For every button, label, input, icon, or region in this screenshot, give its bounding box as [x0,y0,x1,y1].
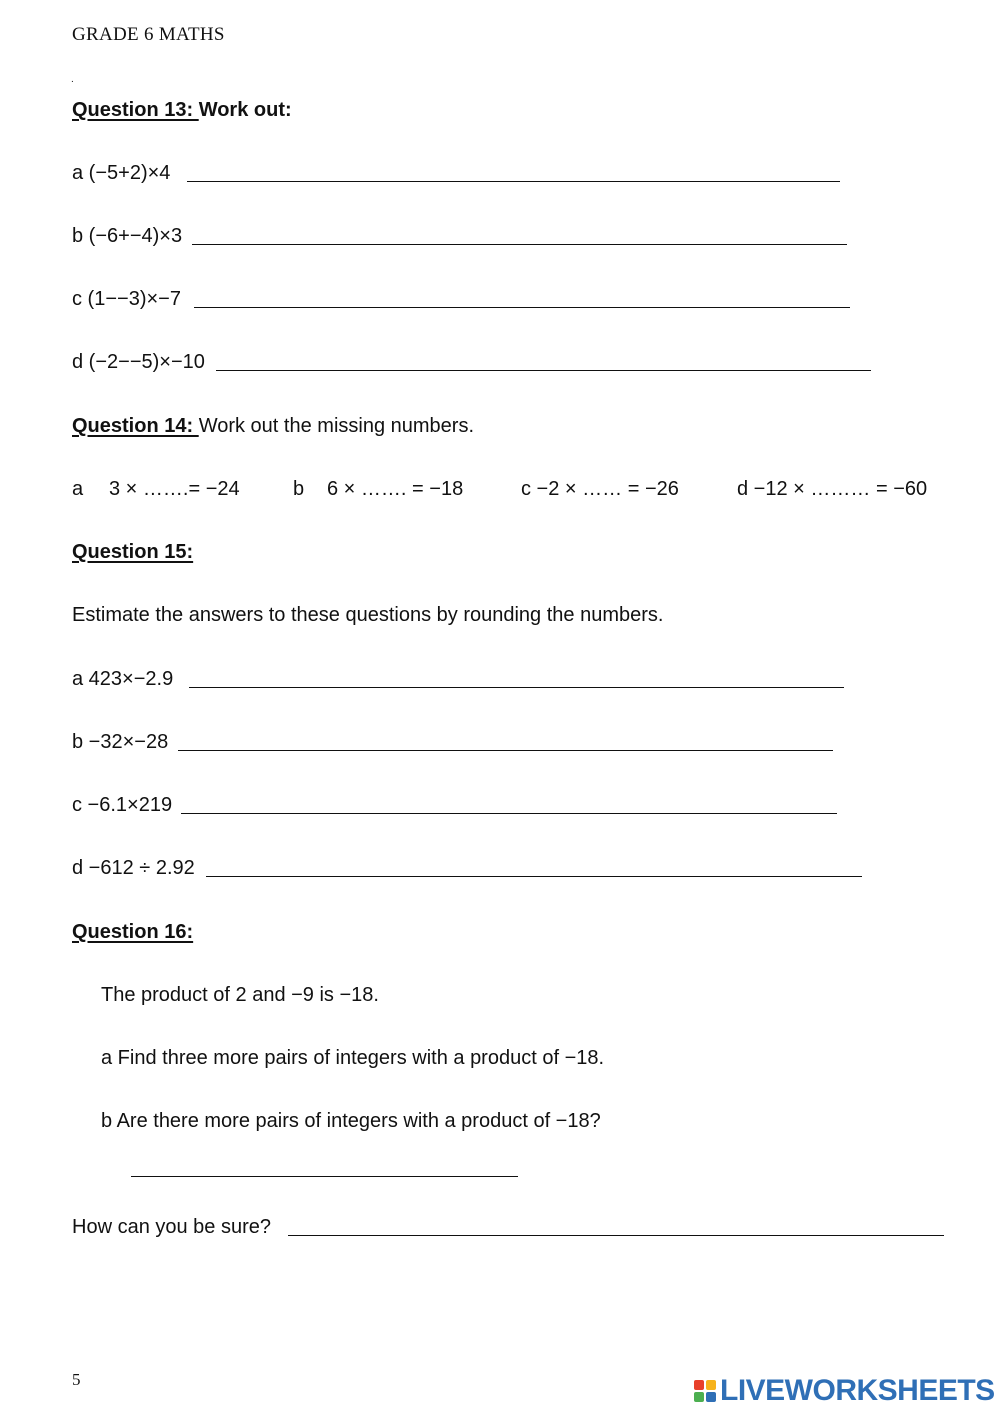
item-text: a 423×−2.9 [72,668,174,690]
question-13-item-b [72,222,182,250]
item-text: c (1−−3)×−7 [72,288,181,310]
question-16-follow-up [72,1213,271,1241]
question-16-answer-blank[interactable] [131,1158,518,1177]
item-text: d (−2−−5)×−10 [72,351,205,373]
answer-blank[interactable] [288,1217,944,1236]
question-13-heading [72,96,292,124]
question-13-instruction: Work out: [198,99,292,121]
answer-blank[interactable] [206,858,862,877]
question-13-item-c [72,285,181,313]
logo-mark-icon [694,1380,716,1402]
question-15-item-d [72,854,195,882]
follow-up-text: How can you be sure? [72,1216,272,1238]
question-16-part-a: a Find three more pairs of integers with a product of −18. [101,1047,605,1069]
item-text: d −612 ÷ 2.92 [72,857,195,879]
logo-square [706,1380,716,1390]
part-b-letter: b [293,478,305,500]
question-14-heading [72,412,474,440]
logo-text: LIVEWORKSHEETS [720,1374,995,1407]
item-text: a (−5+2)×4 [72,162,171,184]
question-13-item-d [72,348,205,376]
part-a-expression[interactable]: 3 × …….= −24 [109,478,240,500]
question-14-instruction: Work out the missing numbers. [198,415,474,437]
answer-blank[interactable] [189,669,844,688]
answer-blank[interactable] [216,352,871,371]
liveworksheets-logo[interactable] [694,1374,995,1408]
page-header-title: GRADE 6 MATHS [72,24,225,45]
logo-square [694,1392,704,1402]
question-14-label: Question 14: [72,415,199,437]
question-16-part-b: b Are there more pairs of integers with a product of −18? [101,1110,601,1132]
answer-blank[interactable] [187,163,840,182]
answer-blank[interactable] [192,226,847,245]
part-c-expression[interactable]: c −2 × …… = −26 [521,478,679,500]
question-15-instruction: Estimate the answers to these questions by rounding the numbers. [72,604,664,626]
question-15-item-a [72,665,173,693]
question-14-parts [72,475,972,503]
answer-blank[interactable] [194,289,850,308]
question-16-heading [72,918,193,946]
part-d-expression[interactable]: d −12 × ……… = −60 [737,478,928,500]
question-15-label: Question 15: [72,541,194,563]
answer-blank[interactable] [178,732,833,751]
part-a-letter: a [72,478,84,500]
stray-dot: . [71,74,74,85]
question-15-item-c [72,791,172,819]
question-16-intro: The product of 2 and −9 is −18. [101,984,379,1006]
answer-blank[interactable] [181,795,837,814]
question-15-heading [72,538,193,566]
item-text: c −6.1×219 [72,794,173,816]
logo-square [694,1380,704,1390]
question-13-item-a [72,159,170,187]
part-b-expression[interactable]: 6 × ……. = −18 [327,478,464,500]
item-text: b (−6+−4)×3 [72,225,183,247]
question-16-label: Question 16: [72,921,194,943]
item-text: b −32×−28 [72,731,169,753]
question-15-item-b [72,728,168,756]
page-number: 5 [72,1370,81,1389]
logo-square [706,1392,716,1402]
question-13-label: Question 13: [72,99,199,121]
